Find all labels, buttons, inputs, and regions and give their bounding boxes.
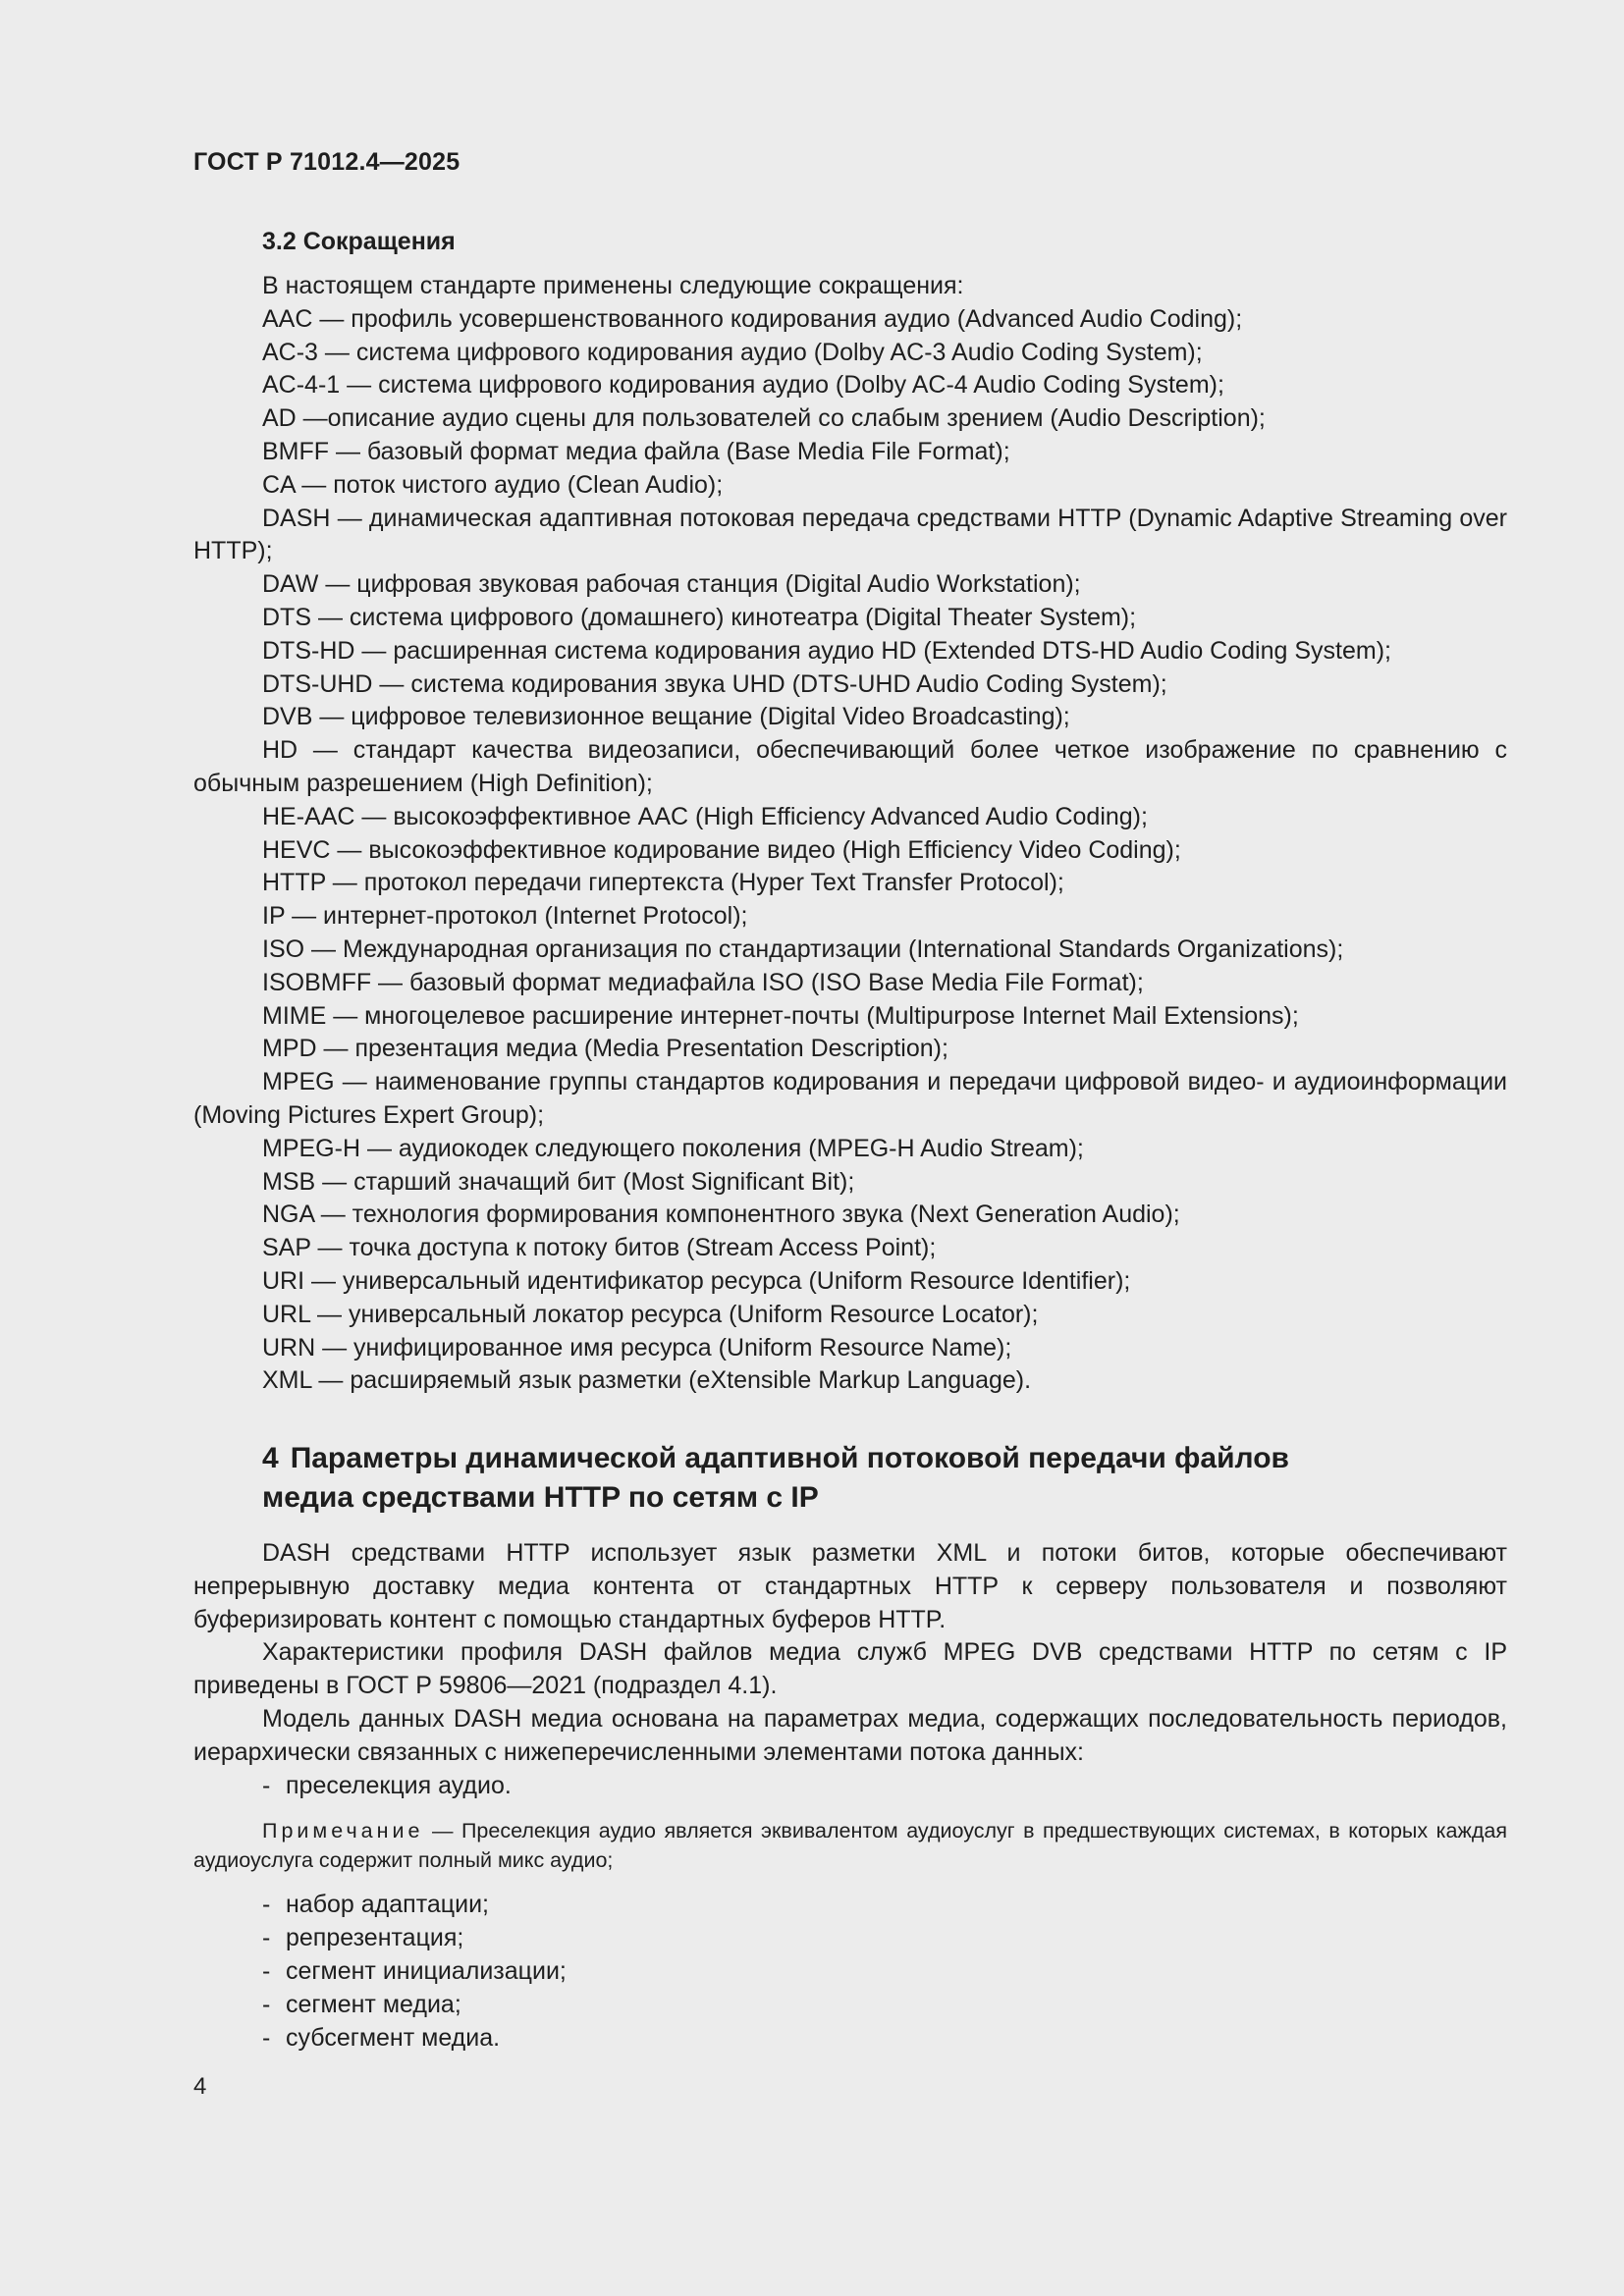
section-4-title-line1: Параметры динамической адаптивной потоковой передачи файлов — [290, 1442, 1289, 1475]
abbreviation-item: DASH — динамическая адаптивная потоковая передача средствами HTTP (Dynamic Adaptive Streaming over HTTP); — [193, 504, 1507, 565]
abbreviation-item: ISO — Международная организация по стандартизации (International Standards Organizations); — [262, 934, 1344, 963]
list-item — [193, 2022, 1507, 2056]
dash-marker: - — [262, 1771, 271, 1799]
abbreviation-item: HE-AAC — высокоэффективное AAC (High Efficiency Advanced Audio Coding); — [262, 802, 1148, 830]
abbreviation-item: XML — расширяемый язык разметки (eXtensible Markup Language). — [262, 1366, 1032, 1395]
abbreviation-item: DTS — система цифрового (домашнего) кинотеатра (Digital Theater System); — [262, 603, 1137, 631]
list-item-text: набор адаптации; — [286, 1891, 489, 1919]
abbreviation-item: URL — универсальный локатор ресурса (Uniform Resource Locator); — [262, 1300, 1039, 1328]
list-item-text: субсегмент медиа. — [286, 2023, 501, 2052]
list-item-text: преселекция аудио. — [286, 1771, 512, 1799]
abbreviation-item: MSB — старший значащий бит (Most Significant Bit); — [262, 1167, 855, 1196]
abbreviation-item: MPD — презентация медиа (Media Presentation Description); — [262, 1035, 948, 1063]
list-item — [193, 1955, 1507, 1989]
abbreviation-item: DTS-HD — расширенная система кодирования аудио HD (Extended DTS-HD Audio Coding System); — [262, 636, 1391, 665]
dash-marker: - — [262, 1990, 271, 2018]
document-header: ГОСТ Р 71012.4—2025 — [193, 148, 460, 176]
section-4-title-line2: медиа средствами HTTP по сетям с IP — [262, 1481, 819, 1515]
abbreviation-item: AAC — профиль усовершенствованного кодирования аудио (Advanced Audio Coding); — [262, 304, 1243, 333]
dash-marker: - — [262, 1924, 271, 1952]
list-item — [193, 1770, 1507, 1803]
abbreviation-item: DVB — цифровое телевизионное вещание (Digital Video Broadcasting); — [262, 703, 1070, 731]
abbreviation-item: IP — интернет-протокол (Internet Protocol); — [262, 902, 748, 931]
dash-marker: - — [262, 2023, 271, 2052]
page-content — [193, 225, 1507, 2055]
abbreviation-item: MIME — многоцелевое расширение интернет-почты (Multipurpose Internet Mail Extensions); — [262, 1001, 1299, 1030]
dash-marker: - — [262, 1957, 271, 1986]
section-3-2-title: 3.2 Сокращения — [262, 228, 456, 255]
page-number: 4 — [193, 2073, 207, 2100]
abbreviation-item: AD —описание аудио сцены для пользователей со слабым зрением (Audio Description); — [262, 404, 1266, 433]
section-4-number: 4 — [262, 1442, 279, 1475]
abbreviation-item: URN — унифицированное имя ресурса (Uniform Resource Name); — [262, 1333, 1012, 1362]
document-page — [193, 0, 1507, 2296]
section-4-paragraph-2: Характеристики профиля DASH файлов медиа служб MPEG DVB средствами HTTP по сетям с IP приведены в ГОСТ Р 59806—2021 (подраздел 4.1). — [193, 1638, 1507, 1700]
abbreviation-item: HEVC — высокоэффективное кодирование видео (High Efficiency Video Coding); — [262, 835, 1181, 864]
section-4-heading — [193, 1439, 1507, 1518]
abbreviation-item: AC-3 — система цифрового кодирования аудио (Dolby AC-3 Audio Coding System); — [262, 338, 1203, 366]
abbreviation-item: URI — универсальный идентификатор ресурса (Uniform Resource Identifier); — [262, 1266, 1131, 1295]
abbreviations-list — [193, 303, 1507, 1398]
section-4-paragraph-3: Модель данных DASH медиа основана на параметрах медиа, содержащих последовательность периодов, иерархически связанных с нижеперечисленными элементами потока данных: — [193, 1705, 1507, 1766]
list-item-text: сегмент инициализации; — [286, 1957, 567, 1986]
abbreviation-item: NGA — технология формирования компонентного звука (Next Generation Audio); — [262, 1201, 1180, 1229]
abbreviation-item: AC-4-1 — система цифрового кодирования аудио (Dolby AC-4 Audio Coding System); — [262, 371, 1224, 400]
list-item — [193, 1989, 1507, 2022]
list-item-text: репрезентация; — [286, 1924, 464, 1952]
note — [193, 1816, 1507, 1875]
list-item-text: сегмент медиа; — [286, 1990, 461, 2018]
section-4-paragraph-1: DASH средствами HTTP использует язык разметки XML и потоки битов, которые обеспечивают непрерывную доставку медиа контента от стандартных HTTP к серверу пользователя и позволяют буферизировать контент с помощью стандартных буферов HTTP. — [193, 1539, 1507, 1633]
list-item — [193, 1922, 1507, 1955]
abbreviation-item: BMFF — базовый формат медиа файла (Base Media File Format); — [262, 437, 1010, 465]
abbreviation-item: HTTP — протокол передачи гипертекста (Hyper Text Transfer Protocol); — [262, 869, 1064, 897]
dash-marker: - — [262, 1891, 271, 1919]
abbreviation-item: ISOBMFF — базовый формат медиафайла ISO (ISO Base Media File Format); — [262, 968, 1144, 996]
note-label: Примечание — [262, 1819, 424, 1843]
abbreviations-intro: В настоящем стандарте применены следующие сокращения: — [262, 272, 964, 299]
abbreviation-item: DAW — цифровая звуковая рабочая станция (Digital Audio Workstation); — [262, 570, 1081, 599]
list-item — [193, 1889, 1507, 1922]
abbreviation-item: MPEG — наименование группы стандартов кодирования и передачи цифровой видео- и аудиоинформации (Moving Pictures Expert Group); — [193, 1068, 1507, 1129]
abbreviation-item: HD — стандарт качества видеозаписи, обеспечивающий более четкое изображение по сравнению с обычным разрешением (High Definition); — [193, 736, 1507, 797]
abbreviation-item: SAP — точка доступа к потоку битов (Stream Access Point); — [262, 1234, 937, 1262]
abbreviation-item: MPEG-H — аудиокодек следующего поколения (MPEG-H Audio Stream); — [262, 1134, 1084, 1162]
abbreviation-item: DTS-UHD — система кодирования звука UHD (DTS-UHD Audio Coding System); — [262, 669, 1167, 698]
note-text: — Преселекция аудио является эквивалентом аудиоуслуг в предшествующих системах, в которых каждая аудиоуслуга содержит полный микс аудио; — [193, 1819, 1507, 1873]
abbreviation-item: CA — поток чистого аудио (Clean Audio); — [262, 470, 724, 499]
